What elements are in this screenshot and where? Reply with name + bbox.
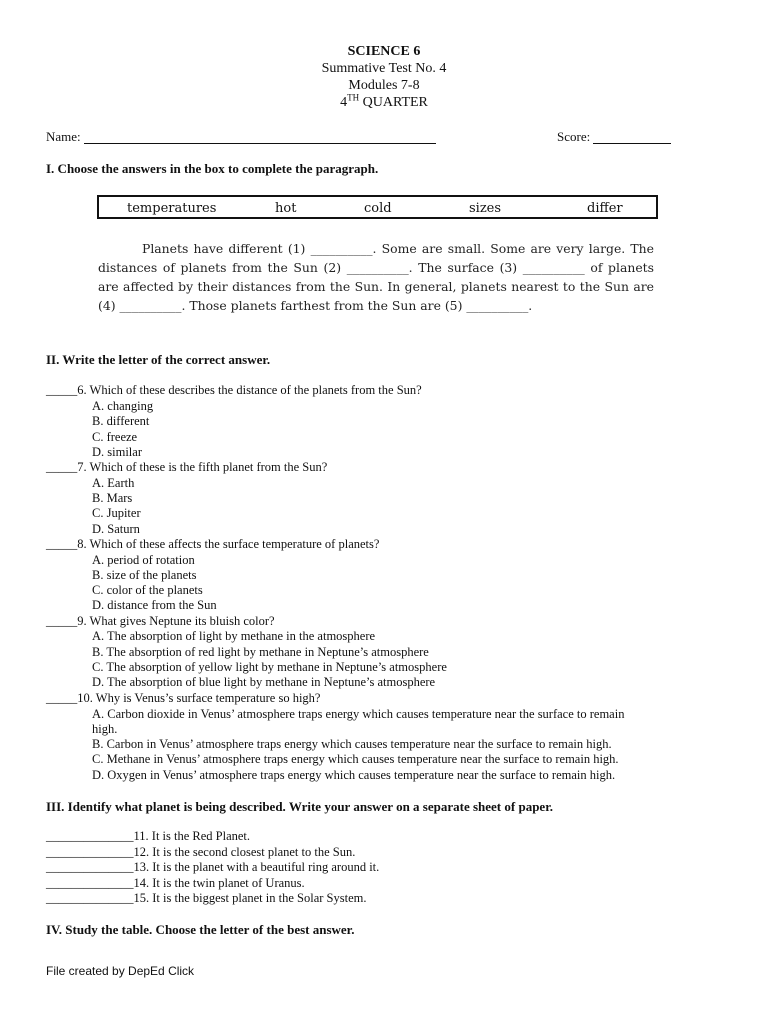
option: B. size of the planets — [92, 568, 197, 582]
part2-instruction: II. Write the letter of the correct answer. — [46, 352, 271, 367]
name-label: Name: — [46, 129, 81, 144]
option: C. freeze — [92, 430, 138, 444]
option: D. Oxygen in Venus’ atmosphere traps energy which causes temperature near the surface to remain high. — [92, 768, 616, 782]
name-blank-line[interactable] — [84, 143, 436, 144]
part4-instruction: IV. Study the table. Choose the letter of the best answer. — [46, 922, 355, 937]
score-blank-line[interactable] — [593, 143, 671, 144]
question-6: _____6. Which of these describes the distance of the planets from the Sun? — [46, 383, 422, 397]
part1-instruction: I. Choose the answers in the box to complete the paragraph. — [46, 161, 379, 176]
question-10: _____10. Why is Venus’s surface temperature so high? — [46, 691, 321, 705]
option: A. Earth — [92, 476, 135, 490]
footer-credit: File created by DepEd Click — [46, 964, 195, 978]
option: A. period of rotation — [92, 553, 195, 567]
word-box-item: differ — [587, 201, 623, 216]
option: C. The absorption of yellow light by methane in Neptune’s atmosphere — [92, 660, 447, 674]
paragraph-text: Planets have different (1) __________. Some are small. Some are very large. The distances of planets from the Sun (2) __________. The surface (3) __________ of planets are affected by their distances from the Sun. In general, planets nearest to the Sun are (4) __________. Those planets farthest from the Sun are (5) __________. — [98, 241, 654, 313]
score-label: Score: — [557, 129, 591, 144]
option: A. changing — [92, 399, 154, 413]
option: D. similar — [92, 445, 142, 459]
identification-item: ______________13. It is the planet with a beautiful ring around it. — [46, 860, 380, 874]
option-continuation: high. — [92, 722, 118, 736]
word-box-item: hot — [275, 201, 297, 216]
option: B. Mars — [92, 491, 133, 505]
word-box — [97, 195, 658, 219]
modules-label: Modules 7-8 — [348, 78, 420, 93]
question-8: _____8. Which of these affects the surface temperature of planets? — [46, 537, 380, 551]
option: D. distance from the Sun — [92, 598, 217, 612]
option: A. Carbon dioxide in Venus’ atmosphere traps energy which causes temperature near the surface to remain — [92, 707, 625, 721]
option: B. The absorption of red light by methane in Neptune’s atmosphere — [92, 645, 429, 659]
word-box-item: temperatures — [127, 201, 217, 216]
question-9: _____9. What gives Neptune its bluish color? — [46, 614, 275, 628]
question-7: _____7. Which of these is the fifth planet from the Sun? — [46, 460, 328, 474]
option: D. Saturn — [92, 522, 140, 536]
part3-instruction: III. Identify what planet is being described. Write your answer on a separate sheet of paper. — [46, 799, 554, 814]
score-field — [557, 129, 671, 144]
word-box-item: sizes — [469, 201, 502, 216]
word-box-item: cold — [364, 201, 392, 216]
page-title: SCIENCE 6 — [347, 44, 421, 59]
option: A. The absorption of light by methane in the atmosphere — [92, 629, 376, 643]
fill-in-paragraph — [98, 239, 654, 315]
option: D. The absorption of blue light by methane in Neptune’s atmosphere — [92, 675, 436, 689]
quarter-label: 4TH QUARTER — [340, 92, 428, 110]
option: B. Carbon in Venus’ atmosphere traps energy which causes temperature near the surface to remain high. — [92, 737, 612, 751]
identification-item: ______________15. It is the biggest planet in the Solar System. — [46, 891, 367, 905]
identification-item: ______________12. It is the second closest planet to the Sun. — [46, 845, 356, 859]
identification-item: ______________11. It is the Red Planet. — [46, 829, 251, 843]
test-subtitle: Summative Test No. 4 — [321, 61, 447, 76]
option: C. Methane in Venus’ atmosphere traps energy which causes temperature near the surface to remain high. — [92, 752, 619, 766]
identification-item: ______________14. It is the twin planet of Uranus. — [46, 876, 305, 890]
option: C. Jupiter — [92, 506, 141, 520]
option: C. color of the planets — [92, 583, 203, 597]
option: B. different — [92, 414, 150, 428]
name-field — [46, 129, 436, 144]
